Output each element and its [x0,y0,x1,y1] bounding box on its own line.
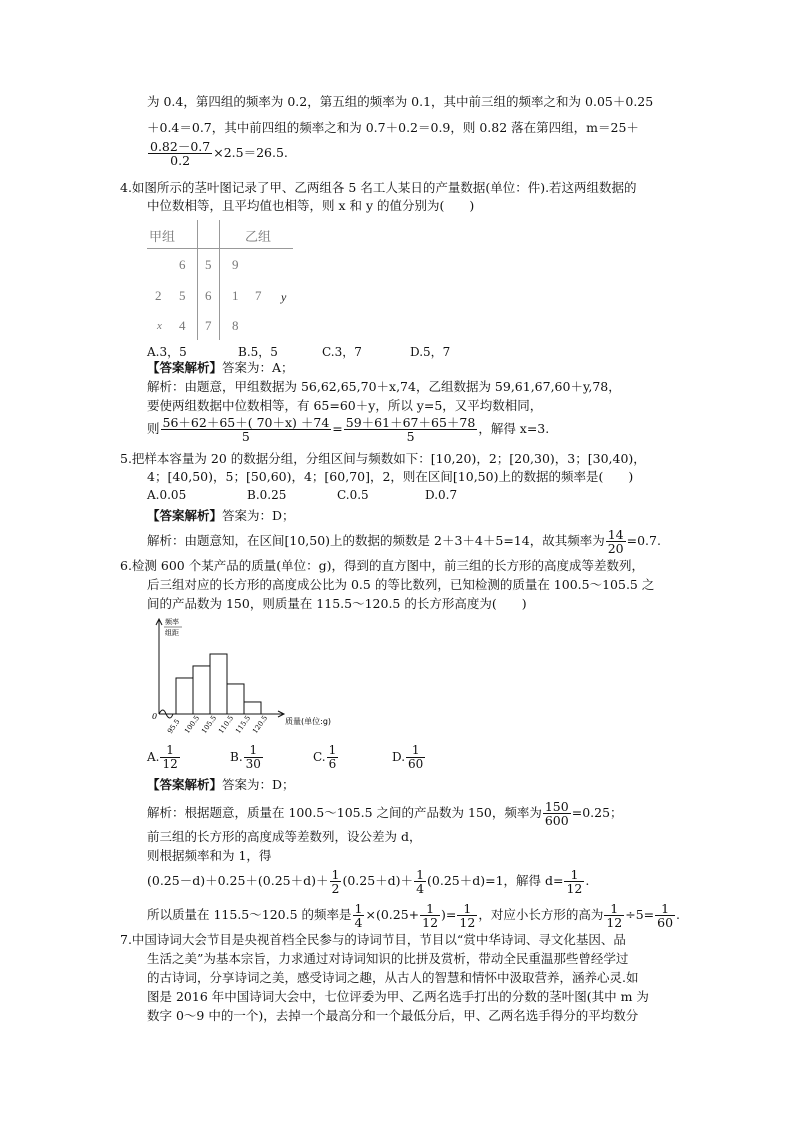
x-tick-label: 110.5 [217,714,236,736]
leaf-right: 9 [232,257,239,272]
histogram-bar [210,654,227,714]
x-tick-label: 100.5 [183,714,202,736]
leaf-left: 2 [155,288,162,303]
prev-line-1: 为 0.4，第四组的频率为 0.2，第五组的频率为 0.1，其中前三组的频率之和为 0.05＋0.25 [147,94,654,109]
q5-option-c: C.0.5 [337,488,369,502]
leaf-left: 4 [179,318,186,333]
q6-explain-1: 解析：根据题意，质量在 100.5～105.5 之间的产品数为 150，频率为 $\frac{150}{600}$ =0.25； [147,799,623,828]
leaf-right: 1 [232,288,239,303]
q4-answer: 【答案解析】答案为：A； [147,360,294,375]
leaf-left-var-x: x [157,320,162,332]
stem-value: 7 [205,318,212,333]
q6-explain-3: 则根据频率和为 1，得 [147,848,272,863]
histogram-bar [176,678,193,714]
leaf-right: 8 [232,318,239,333]
leaf-right: 7 [255,288,262,303]
stem-value: 6 [205,288,212,303]
prev-fraction: $\frac{0.82-0.7}{0.2}$ [150,139,211,168]
q4-option-b: B.5，5 [238,345,278,359]
histogram-bar [227,684,244,714]
q5-explain-1: 解析：由题意知，在区间[10,50)上的数据的频数是 2＋3＋4＋5=14，故其频率为 $\frac{14}{20}$ =0.7. [147,527,661,556]
q6-option-a: A. $\frac{1}{12}$ [147,743,178,771]
histogram-bar [244,702,261,714]
q6-explain-5: 所以质量在 115.5～120.5 的频率是 $\frac{1}{4}$ ×(0.25+ $\frac{1}{12}$ )= $\frac{1}{12}$ ，对应小长方形的高为 $\frac{1}{12}$ ÷5= $\frac{1}{60}$ . [147,901,681,930]
y-axis-label-top: 频率 [165,618,179,626]
q6-option-d: D. $\frac{1}{60}$ [392,743,424,771]
q4-explain-3: 则 $\frac{56+62+65+( 70+x) +74}{5}$ = $\frac{59+61+67+65+78}{5}$ ，解得 x=3. [147,415,550,444]
x-tick-label: 115.5 [234,714,253,736]
q5-answer: 【答案解析】答案为：D； [147,508,295,523]
stem-value: 5 [205,257,212,272]
q6-line-1: 6.检测 600 个某产品的质量(单位：g)，得到的直方图中，前三组的长方形的高度成等差数列， [120,558,644,573]
q5-option-a: A.0.05 [147,488,187,502]
q7-line-2: 生活之美”为基本宗旨，力求通过对诗词知识的比拼及赏析，带动全民重温那些曾经学过 [147,951,629,966]
stem-header-right: 乙组 [245,229,272,244]
q6-line-2: 后三组对应的长方形的高度成公比为 0.5 的等比数列，已知检测的质量在 100.5～105.5 之 [147,577,655,592]
q6-line-3: 间的产品数为 150，则质量在 115.5～120.5 的长方形高度为( ) [147,596,527,611]
q6-answer: 【答案解析】答案为：D； [147,777,295,792]
q5-option-b: B.0.25 [247,488,287,502]
q4-explain-1: 解析：由题意，甲组数据为 56,62,65,70＋x,74，乙组数据为 59,61,67,60＋y,78， [147,379,621,394]
q4-option-a: A.3，5 [147,345,187,359]
q5-line-2: 4；[40,50)，5；[50,60)，4；[60,70]，2，则在区间[10,50)上的数据的频率是( ) [147,469,634,484]
q6-explain-2: 前三组的长方形的高度成等差数列，设公差为 d， [147,829,422,844]
q7-line-5: 数字 0～9 中的一个)，去掉一个最高分和一个最低分后，甲、乙两名选手得分的平均数分 [147,1008,639,1023]
prev-line-3: $\frac{0.82-0.7}{0.2}$ ×2.5＝26.5. [150,139,288,168]
origin-label: 0 [152,712,158,721]
q7-line-4: 图是 2016 年中国诗词大会中，七位评委为甲、乙两名选手打出的分数的茎叶图(其中 m 为 [147,989,649,1004]
q4-option-d: D.5，7 [410,345,451,359]
q4-line-2: 中位数相等，且平均值也相等，则 x 和 y 的值分别为( ) [147,198,475,213]
frequency-histogram [145,612,360,742]
q4-line-1: 4.如图所示的茎叶图记录了甲、乙两组各 5 名工人某日的产量数据(单位：件).若这两组数据的 [120,180,637,195]
leaf-left: 6 [179,257,186,272]
q7-line-3: 的古诗词，分享诗词之美，感受诗词之趣，从古人的智慧和情怀中汲取营养，涵养心灵.如 [147,970,639,985]
histogram-bar [193,666,210,714]
leaf-left: 5 [179,288,186,303]
y-axis-label-bottom: 组距 [165,629,179,637]
q7-line-1: 7.中国诗词大会节目是央视首档全民参与的诗词节目，节目以“赏中华诗词、寻文化基因、品 [120,932,626,947]
q5-line-1: 5.把样本容量为 20 的数据分组，分组区间与频数如下：[10,20)，2；[20,30)，3；[30,40)， [120,451,646,466]
x-axis-label: 质量(单位:g) [285,717,332,726]
q6-option-b: B. $\frac{1}{30}$ [230,743,261,771]
x-tick-label: 120.5 [251,714,270,736]
leaf-right-var-y: y [281,290,287,304]
q4-explain-2: 要使两组数据中位数相等，有 65=60＋y，所以 y=5，又平均数相同， [147,398,543,413]
prev-line-2: ＋0.4＝0.7，其中前四组的频率之和为 0.7＋0.2＝0.9，则 0.82 落在第四组，m＝25＋ [147,120,639,135]
q4-option-c: C.3，7 [322,345,362,359]
q5-option-d: D.0.7 [425,488,458,502]
q6-explain-4: (0.25－d)＋0.25＋(0.25＋d)＋ $\frac{1}{2}$ (0.25＋d)＋ $\frac{1}{4}$ (0.25＋d)=1，解得 d= $\frac{1}{12}$ . [147,867,590,896]
x-tick-label: 95.5 [166,717,182,736]
stem-header-left: 甲组 [149,229,176,244]
x-tick-label: 105.5 [200,714,219,736]
stem-leaf-table [147,220,307,340]
q6-option-c: C. $\frac{1}{6}$ [313,743,337,771]
